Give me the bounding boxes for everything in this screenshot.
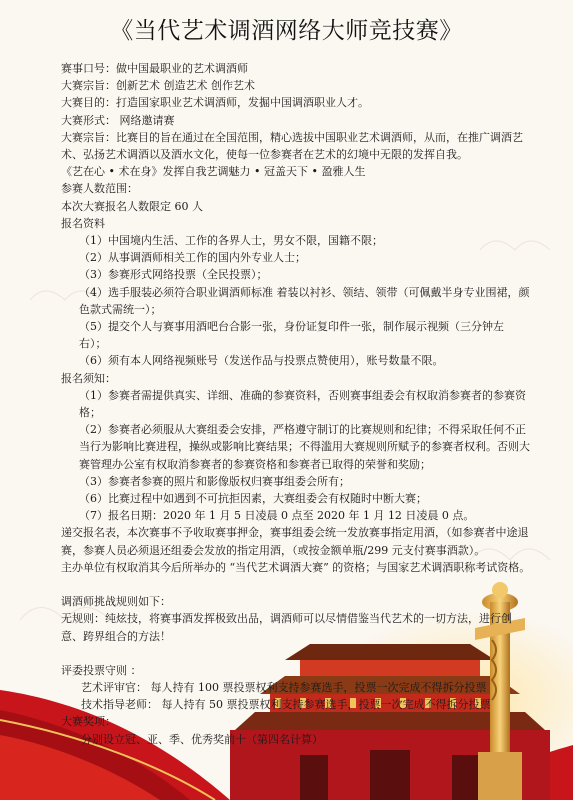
host-paragraph: 主办单位有权取消其今后所举办的 “当代艺术调酒大赛” 的资格；与国家艺术调酒职称考试资格。 xyxy=(61,560,531,574)
purpose-line: 大赛目的：打造国家职业艺术调酒师，发掘中国调酒职业人才。 xyxy=(61,96,369,110)
list-item: （1）中国境内生活、工作的各界人士，男女不限，国籍不限； xyxy=(79,234,383,248)
motto-line: 《艺在心 • 术在身》发挥自我艺调魅力 • 冠盖天下 • 盈雅人生 xyxy=(61,165,366,179)
deposit-paragraph: 递交报名表，本次赛事不予收取赛事押金，赛事组委会统一发放赛事指定用酒，（如参赛者中途退赛，参赛人员必须退还组委会发放的指定用酒，（或按金额单瓶/299 元支付赛事酒款）。 xyxy=(61,526,529,557)
list-item: （6）须有本人网络视频账号（发送作品与投票点赞使用），账号数量不限。 xyxy=(79,354,444,368)
list-item: 技术指导老师： 每人持有 50 票投票权利支持参赛选手，投票一次完成不得拆分投票 xyxy=(81,698,491,712)
range-text: 本次大赛报名人数限定 60 人 xyxy=(61,199,203,213)
list-item: （2）从事调酒师相关工作的国内外专业人士； xyxy=(79,251,306,265)
list-item: （7）报名日期：2020 年 1 月 5 日凌晨 0 点至 2020 年 1 月 12 日凌晨 0 点。 xyxy=(79,509,475,523)
vote-heading: 评委投票守则 ： xyxy=(61,663,142,677)
list-item: （3）参赛者参赛的照片和影像版权归赛事组委会所有； xyxy=(79,474,350,488)
list-item: （1）参赛者需提供真实、详细、准确的参赛资料，否则赛事组委会有权取消参赛者的参赛资格； xyxy=(79,388,526,420)
list-item: （5）提交个人与赛事用酒吧台合影一张，身份证复印件一张，制作展示视频（三分钟左右）； xyxy=(79,320,504,351)
format-line: 大赛形式： 网络邀请赛 xyxy=(61,113,175,127)
page-title: 《当代艺术调酒网络大师竞技赛》 xyxy=(110,18,463,44)
document-body xyxy=(61,60,531,748)
tenet-detail-paragraph: 大赛宗旨：比赛目的旨在通过在全国范围，精心选拔中国职业艺术调酒师，从而，在推广调酒艺术、弘扬艺术调酒以及酒水文化，使每一位参赛者在艺术的幻境中无限的发挥自我。 xyxy=(61,130,523,162)
slogan-line: 赛事口号：做中国最职业的艺术调酒师 xyxy=(61,62,248,75)
list-item: （3）参赛形式网络投票（全民投票）； xyxy=(79,268,268,282)
rules-heading: 调酒师挑战规则如下： xyxy=(61,595,171,609)
award-text: 分别设立冠、亚、季、优秀奖前十（第四名计算） xyxy=(81,732,323,746)
tenet-line: 大赛宗旨：创新艺术 创造艺术 创作艺术 xyxy=(61,79,255,93)
award-heading: 大赛奖项： xyxy=(61,715,116,729)
range-heading: 参赛人数范围： xyxy=(61,182,138,196)
list-item: （4）选手服装必须符合职业调酒师标准 着装以衬衫、领结、领带（可佩戴半身专业围裙，颜色款式需统一）； xyxy=(79,285,530,316)
list-item: （6）比赛过程中如遇到不可抗拒因素，大赛组委会有权随时中断大赛； xyxy=(79,492,427,506)
rules-paragraph: 无规则：纯炫技，将赛事酒发挥极致出品，调酒师可以尽情借鉴当代艺术的一切方法，进行创意、跨界组合的方法！ xyxy=(61,612,512,643)
list-item: 艺术评审官： 每人持有 100 票投票权利支持参赛选手，投票一次完成不得拆分投票 xyxy=(81,680,487,694)
registration-heading: 报名资料 xyxy=(61,216,105,230)
list-item: （2）参赛者必须服从大赛组委会安排，严格遵守制订的比赛规则和纪律；不得采取任何不正当行为影响比赛进程，操纵或影响比赛结果；不得滥用大赛规则所赋予的参赛者权利。否则大赛管理办公室有权取消参赛者的参赛资格和参赛者已取得的荣誉和奖励； xyxy=(79,423,530,471)
notice-heading: 报名须知： xyxy=(61,371,116,385)
